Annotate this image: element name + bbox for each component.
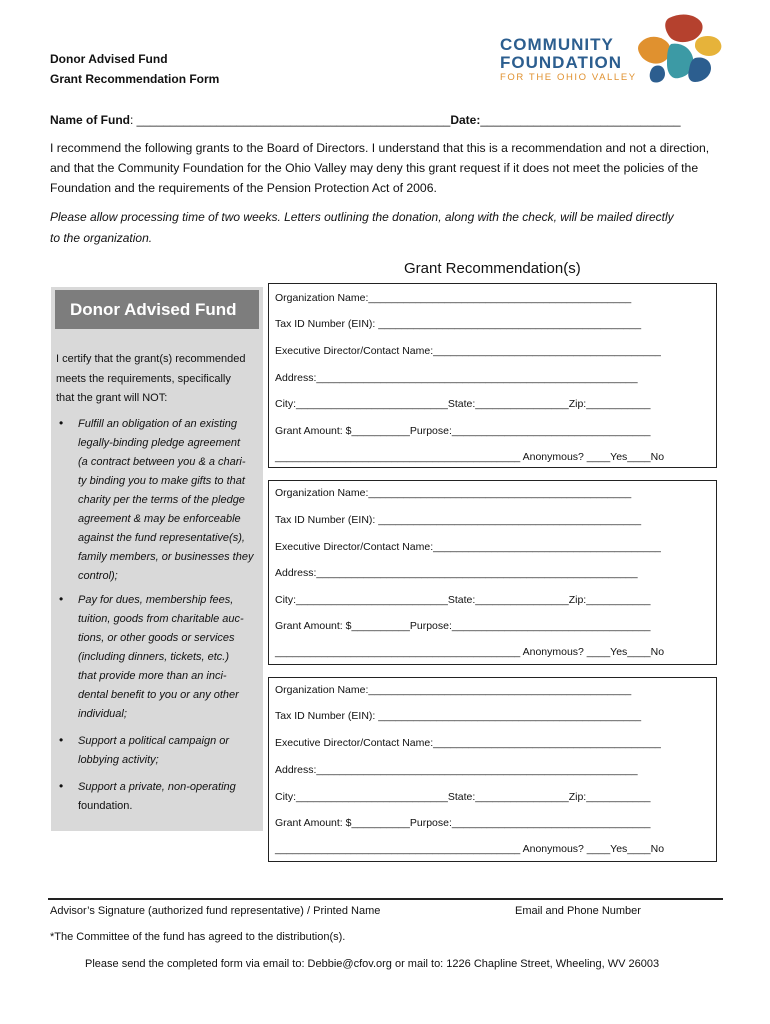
list-item-line: charity per the terms of the pledge xyxy=(78,494,245,506)
list-item-line: that provide more than an inci- xyxy=(78,670,227,682)
tax-id-field[interactable]: Tax ID Number (EIN): _____________________________________________ xyxy=(275,710,642,722)
logo-text-foundation: FOUNDATION xyxy=(500,53,623,72)
list-item-line: Pay for dues, membership fees, xyxy=(78,594,234,606)
anonymous-field[interactable]: __________________________________________ Anonymous? ____Yes____No xyxy=(275,646,665,658)
foundation-logo xyxy=(497,10,727,90)
list-item-line: tuition, goods from charitable auc- xyxy=(78,613,244,625)
logo-text-community: COMMUNITY xyxy=(500,35,614,54)
list-item-line: family members, or businesses they xyxy=(78,551,254,563)
donor-advised-fund-sidebar xyxy=(51,287,263,831)
city-state-zip-field[interactable]: City:__________________________State:________________Zip:___________ xyxy=(275,594,651,606)
restriction-item-dues xyxy=(78,591,261,724)
certify-line-1: I certify that the grant(s) recommended xyxy=(56,353,246,365)
list-item-line: lobbying activity; xyxy=(78,754,159,766)
list-item-line: legally-binding pledge agreement xyxy=(78,437,241,449)
sidebar-title: Donor Advised Fund xyxy=(55,290,259,329)
restriction-item-political xyxy=(78,732,261,770)
address-field[interactable]: Address:_______________________________________________________ xyxy=(275,372,638,384)
list-item-line: individual; xyxy=(78,708,127,720)
certify-text xyxy=(56,350,261,409)
organization-name-field[interactable]: Organization Name:_____________________________________________ xyxy=(275,684,632,696)
contact-name-field[interactable]: Executive Director/Contact Name:_______________________________________ xyxy=(275,345,661,357)
anonymous-field[interactable]: __________________________________________ Anonymous? ____Yes____No xyxy=(275,843,665,855)
address-field[interactable]: Address:_______________________________________________________ xyxy=(275,567,638,579)
organization-name-field[interactable]: Organization Name:_____________________________________________ xyxy=(275,487,632,499)
grant-recommendation-box-3 xyxy=(268,677,717,862)
committee-note: *The Committee of the fund has agreed to the distribution(s). xyxy=(50,931,346,943)
list-item-line: Support a private, non-operating xyxy=(78,781,236,793)
certify-line-2: meets the requirements, specifically xyxy=(56,372,231,385)
logo-text-ohio-valley: FOR THE OHIO VALLEY xyxy=(500,72,637,83)
contact-name-field[interactable]: Executive Director/Contact Name:_______________________________________ xyxy=(275,541,661,553)
city-state-zip-field[interactable]: City:__________________________State:________________Zip:___________ xyxy=(275,791,651,803)
fund-date-line xyxy=(50,113,681,127)
list-item-line: against the fund representative(s), xyxy=(78,532,245,544)
date-label: Date: xyxy=(450,113,481,127)
grant-amount-purpose-field[interactable]: Grant Amount: $__________Purpose:__________________________________ xyxy=(275,817,651,829)
list-item-line: ty binding you to make gifts to that xyxy=(78,475,245,487)
bullet-icon: • xyxy=(59,592,64,606)
date-field[interactable]: ______________________________ xyxy=(480,113,681,127)
bullet-icon: • xyxy=(59,779,64,793)
grant-recommendations-title: Grant Recommendation(s) xyxy=(404,260,581,277)
tax-id-field[interactable]: Tax ID Number (EIN): _____________________________________________ xyxy=(275,318,642,330)
list-item-line: (including dinners, tickets, etc.) xyxy=(78,651,230,663)
list-item-line: (a contract between you & a chari- xyxy=(78,456,246,468)
bullet-icon: • xyxy=(59,416,64,430)
grant-recommendation-box-1 xyxy=(268,283,717,468)
fund-name-label: Name of Fund xyxy=(50,113,130,127)
list-item-line: tions, or other goods or services xyxy=(78,632,235,644)
list-item-line: foundation. xyxy=(78,800,133,812)
city-state-zip-field[interactable]: City:__________________________State:________________Zip:___________ xyxy=(275,398,651,410)
form-title-line2: Grant Recommendation Form xyxy=(50,72,220,86)
organization-name-field[interactable]: Organization Name:_____________________________________________ xyxy=(275,292,632,304)
email-phone-label: Email and Phone Number xyxy=(515,905,641,917)
grant-amount-purpose-field[interactable]: Grant Amount: $__________Purpose:__________________________________ xyxy=(275,620,651,632)
processing-note-line2: to the organization. xyxy=(50,231,153,245)
signature-line[interactable] xyxy=(48,898,723,900)
bullet-icon: • xyxy=(59,733,64,747)
send-instructions: Please send the completed form via email to: Debbie@cfov.org or mail to: 1226 Chapline Street, Wheeling, WV 26003 xyxy=(85,958,660,970)
restriction-item-pledge xyxy=(78,415,261,586)
list-item-line: agreement & may be enforceable xyxy=(78,513,241,525)
address-field[interactable]: Address:_______________________________________________________ xyxy=(275,764,638,776)
signature-label: Advisor’s Signature (authorized fund representative) / Printed Name xyxy=(50,905,381,917)
recommendation-statement: I recommend the following grants to the Board of Directors. I understand that this is a recommendation and not a direction, and that the Community Foundation for the Ohio Valley may deny this grant request if it does not meet the policies of the Foundation and the requirements of the Pension Protection Act of 2006. xyxy=(50,141,710,195)
list-item-line: Fulfill an obligation of an existing xyxy=(78,418,237,430)
processing-note-line1: Please allow processing time of two weeks. Letters outlining the donation, along with the check, will be mailed directly xyxy=(50,210,674,224)
grant-recommendation-box-2 xyxy=(268,480,717,665)
form-title-line1: Donor Advised Fund xyxy=(50,52,168,66)
list-item-line: control); xyxy=(78,570,118,582)
restriction-item-private-foundation xyxy=(78,778,261,816)
contact-name-field[interactable]: Executive Director/Contact Name:_______________________________________ xyxy=(275,737,661,749)
fund-name-field[interactable]: : _______________________________________________ xyxy=(130,113,451,127)
list-item-line: dental benefit to you or any other xyxy=(78,689,239,701)
anonymous-field[interactable]: __________________________________________ Anonymous? ____Yes____No xyxy=(275,451,665,463)
logo-mark-icon xyxy=(635,12,725,86)
certify-line-3: that the grant will NOT: xyxy=(56,392,168,404)
grant-amount-purpose-field[interactable]: Grant Amount: $__________Purpose:__________________________________ xyxy=(275,425,651,437)
tax-id-field[interactable]: Tax ID Number (EIN): _____________________________________________ xyxy=(275,514,642,526)
list-item-line: Support a political campaign or xyxy=(78,735,230,747)
